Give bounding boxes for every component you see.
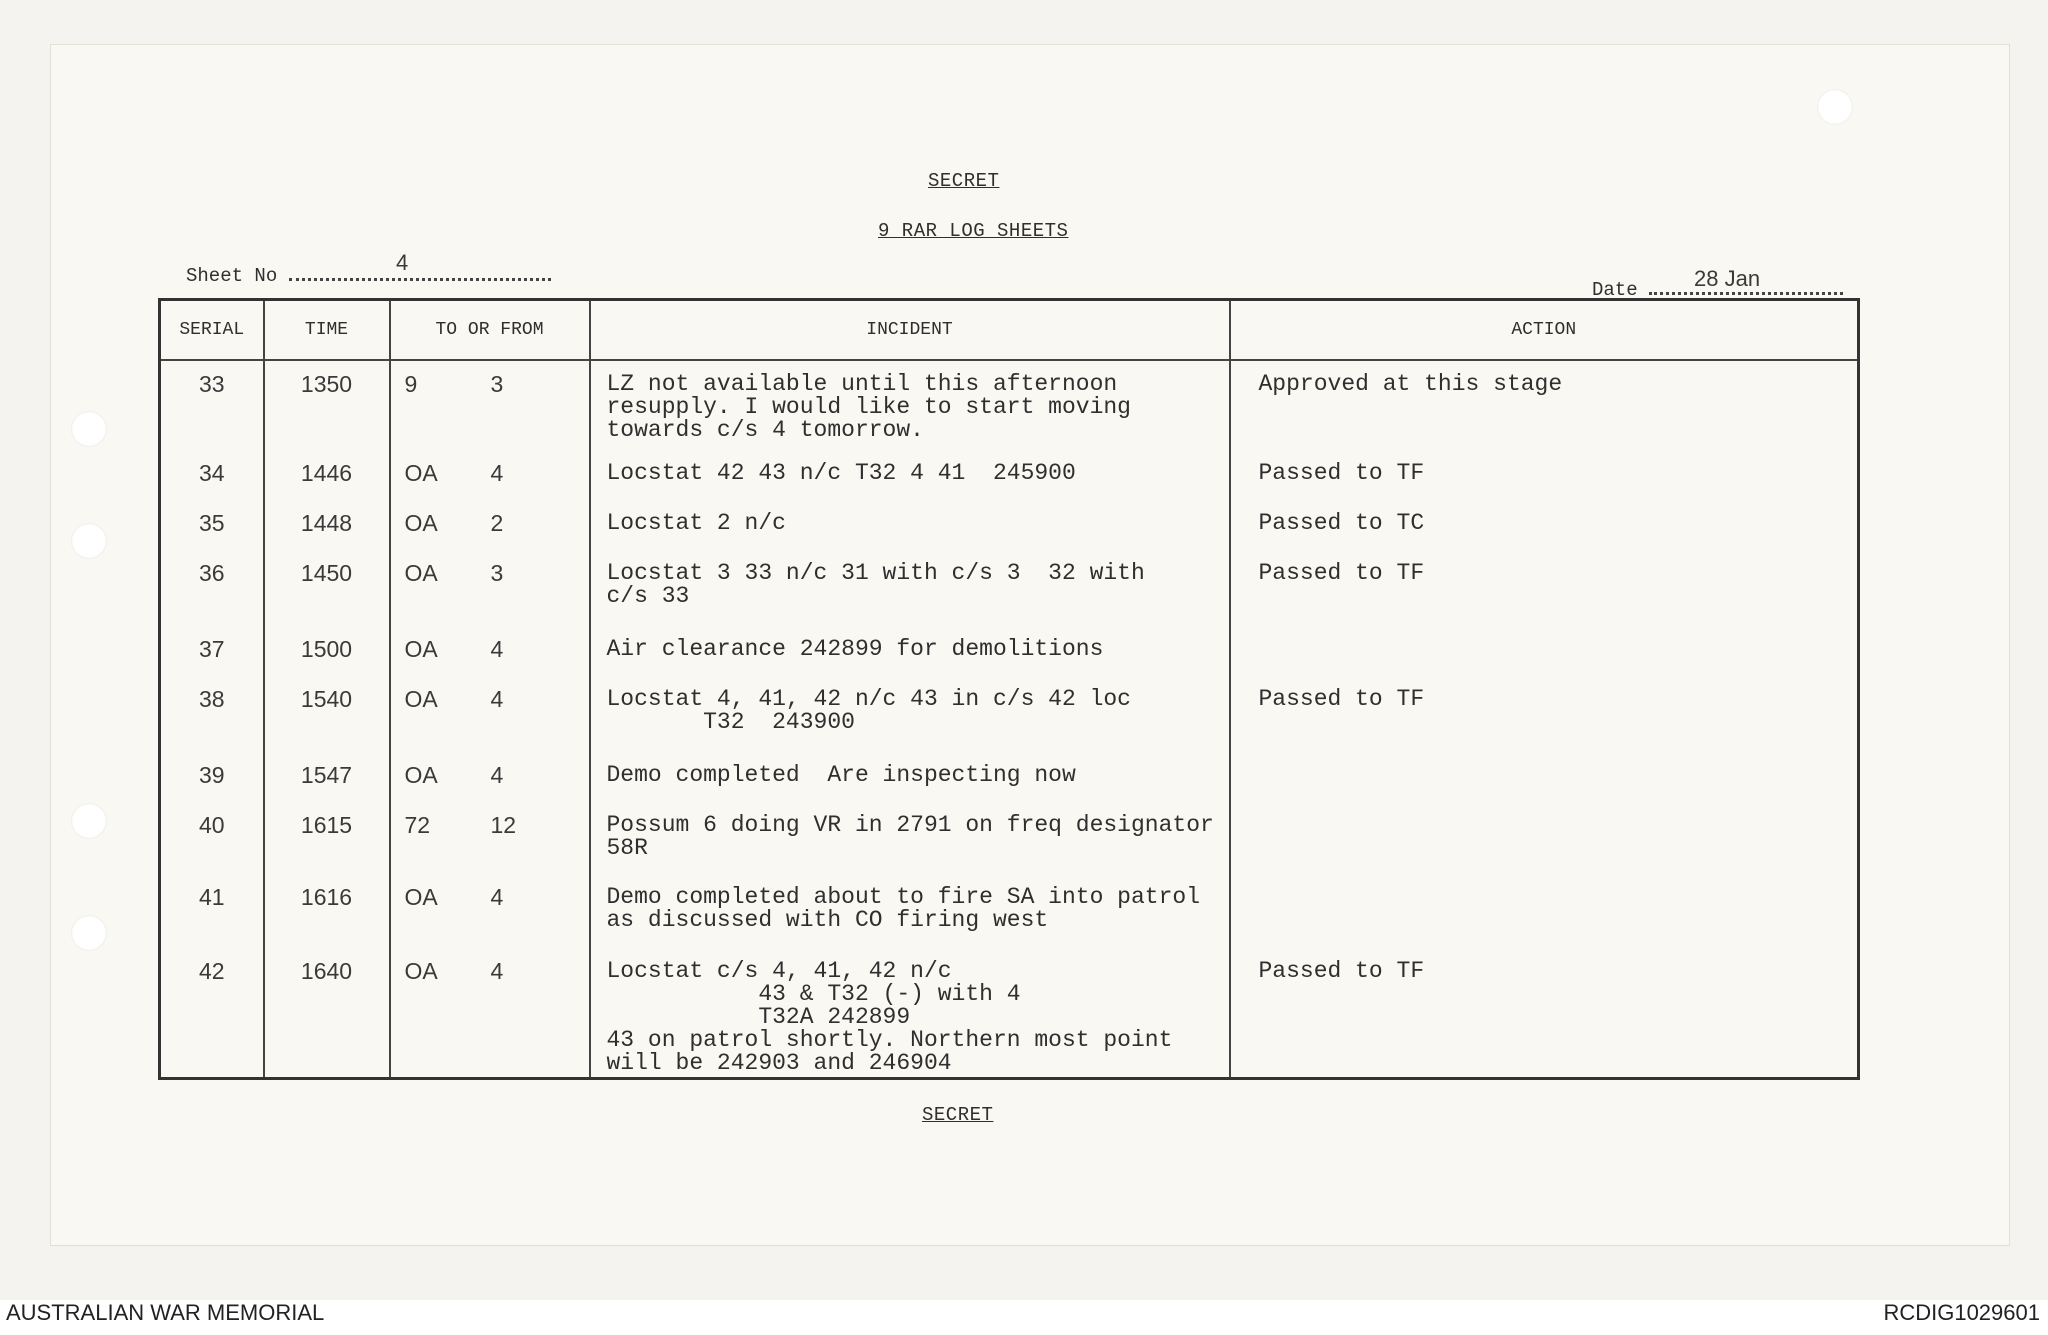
serial-cell: 42 <box>160 948 264 1079</box>
column-header-to-or-from: TO OR FROM <box>390 300 590 361</box>
to-or-from-cell <box>390 450 590 500</box>
incident-cell: Demo completed about to fire SA into patrol as discussed with CO firing west <box>590 874 1230 948</box>
time-cell: 1350 <box>264 360 390 450</box>
log-table-header-row <box>160 300 1859 361</box>
punch-hole <box>71 411 107 447</box>
log-entry-row <box>160 802 1859 874</box>
action-cell <box>1230 626 1859 676</box>
time-cell: 1448 <box>264 500 390 550</box>
serial-cell: 38 <box>160 676 264 752</box>
time-cell: 1540 <box>264 676 390 752</box>
action-cell <box>1230 802 1859 874</box>
serial-cell: 41 <box>160 874 264 948</box>
column-header-serial: SERIAL <box>160 300 264 361</box>
log-entry-row <box>160 676 1859 752</box>
action-cell <box>1230 874 1859 948</box>
classification-top: SECRET <box>928 170 1000 192</box>
to-or-from-cell <box>390 752 590 802</box>
from-value: 4 <box>490 762 504 788</box>
classification-bottom: SECRET <box>922 1104 994 1126</box>
serial-cell: 37 <box>160 626 264 676</box>
sheet-number-label: Sheet No <box>186 265 278 287</box>
from-value: 12 <box>490 812 517 838</box>
document-title: 9 RAR LOG SHEETS <box>878 220 1069 242</box>
archive-source-label: AUSTRALIAN WAR MEMORIAL <box>6 1300 325 1325</box>
to-value: OA <box>404 884 438 910</box>
to-value: 72 <box>404 812 431 838</box>
time-cell: 1640 <box>264 948 390 1079</box>
from-value: 4 <box>490 958 504 984</box>
action-cell: Passed to TC <box>1230 500 1859 550</box>
incident-cell: Locstat c/s 4, 41, 42 n/c 43 & T32 (-) with 4 T32A 242899 43 on patrol shortly. Northern most point will be 242903 and 246904 <box>590 948 1230 1079</box>
time-cell: 1500 <box>264 626 390 676</box>
sheet-number-field <box>186 250 551 287</box>
archive-reference-label: RCDIG1029601 <box>1883 1300 2040 1325</box>
incident-cell: Demo completed Are inspecting now <box>590 752 1230 802</box>
to-or-from-cell <box>390 676 590 752</box>
punch-hole <box>71 523 107 559</box>
incident-cell: Air clearance 242899 for demolitions <box>590 626 1230 676</box>
punch-hole <box>71 915 107 951</box>
column-header-action: ACTION <box>1230 300 1859 361</box>
log-entry-row <box>160 752 1859 802</box>
from-value: 2 <box>490 510 504 536</box>
sheet-number-dotted-line <box>289 264 551 281</box>
incident-cell: LZ not available until this afternoon resupply. I would like to start moving towards c/s 4 tomorrow. <box>590 360 1230 450</box>
to-value: OA <box>404 510 438 536</box>
log-table <box>158 298 1860 1080</box>
to-value: OA <box>404 636 438 662</box>
to-value: OA <box>404 762 438 788</box>
action-cell: Approved at this stage <box>1230 360 1859 450</box>
time-cell: 1446 <box>264 450 390 500</box>
action-cell: Passed to TF <box>1230 948 1859 1079</box>
serial-cell: 40 <box>160 802 264 874</box>
punch-hole <box>71 803 107 839</box>
to-or-from-cell <box>390 802 590 874</box>
date-label: Date <box>1592 279 1638 301</box>
serial-cell: 34 <box>160 450 264 500</box>
from-value: 4 <box>490 686 504 712</box>
action-cell: Passed to TF <box>1230 676 1859 752</box>
from-value: 4 <box>490 636 504 662</box>
log-entry-row <box>160 626 1859 676</box>
action-cell <box>1230 752 1859 802</box>
to-or-from-cell <box>390 360 590 450</box>
incident-cell: Locstat 2 n/c <box>590 500 1230 550</box>
serial-cell: 35 <box>160 500 264 550</box>
serial-cell: 36 <box>160 550 264 626</box>
incident-cell: Locstat 3 33 n/c 31 with c/s 3 32 with c/s 33 <box>590 550 1230 626</box>
from-value: 4 <box>490 884 504 910</box>
from-value: 4 <box>490 460 504 486</box>
to-value: OA <box>404 958 438 984</box>
to-value: OA <box>404 460 438 486</box>
log-entry-row <box>160 360 1859 450</box>
incident-cell: Locstat 42 43 n/c T32 4 41 245900 <box>590 450 1230 500</box>
time-cell: 1616 <box>264 874 390 948</box>
log-entry-row <box>160 450 1859 500</box>
from-value: 3 <box>490 371 504 397</box>
to-value: OA <box>404 686 438 712</box>
log-entry-row <box>160 874 1859 948</box>
incident-cell: Locstat 4, 41, 42 n/c 43 in c/s 42 loc T32 243900 <box>590 676 1230 752</box>
incident-cell: Possum 6 doing VR in 2791 on freq designator 58R <box>590 802 1230 874</box>
action-cell: Passed to TF <box>1230 450 1859 500</box>
serial-cell: 39 <box>160 752 264 802</box>
time-cell: 1547 <box>264 752 390 802</box>
to-value: 9 <box>404 371 418 397</box>
action-cell: Passed to TF <box>1230 550 1859 626</box>
to-or-from-cell <box>390 550 590 626</box>
to-or-from-cell <box>390 626 590 676</box>
column-header-time: TIME <box>264 300 390 361</box>
to-or-from-cell <box>390 500 590 550</box>
column-header-incident: INCIDENT <box>590 300 1230 361</box>
to-or-from-cell <box>390 948 590 1079</box>
log-entry-row <box>160 550 1859 626</box>
sheet-number-value: 4 <box>396 250 409 275</box>
time-cell: 1450 <box>264 550 390 626</box>
log-entry-row <box>160 948 1859 1079</box>
to-or-from-cell <box>390 874 590 948</box>
log-entry-row <box>160 500 1859 550</box>
serial-cell: 33 <box>160 360 264 450</box>
from-value: 3 <box>490 560 504 586</box>
to-value: OA <box>404 560 438 586</box>
date-value: 28 Jan <box>1694 266 1761 291</box>
punch-hole <box>1817 89 1853 125</box>
time-cell: 1615 <box>264 802 390 874</box>
